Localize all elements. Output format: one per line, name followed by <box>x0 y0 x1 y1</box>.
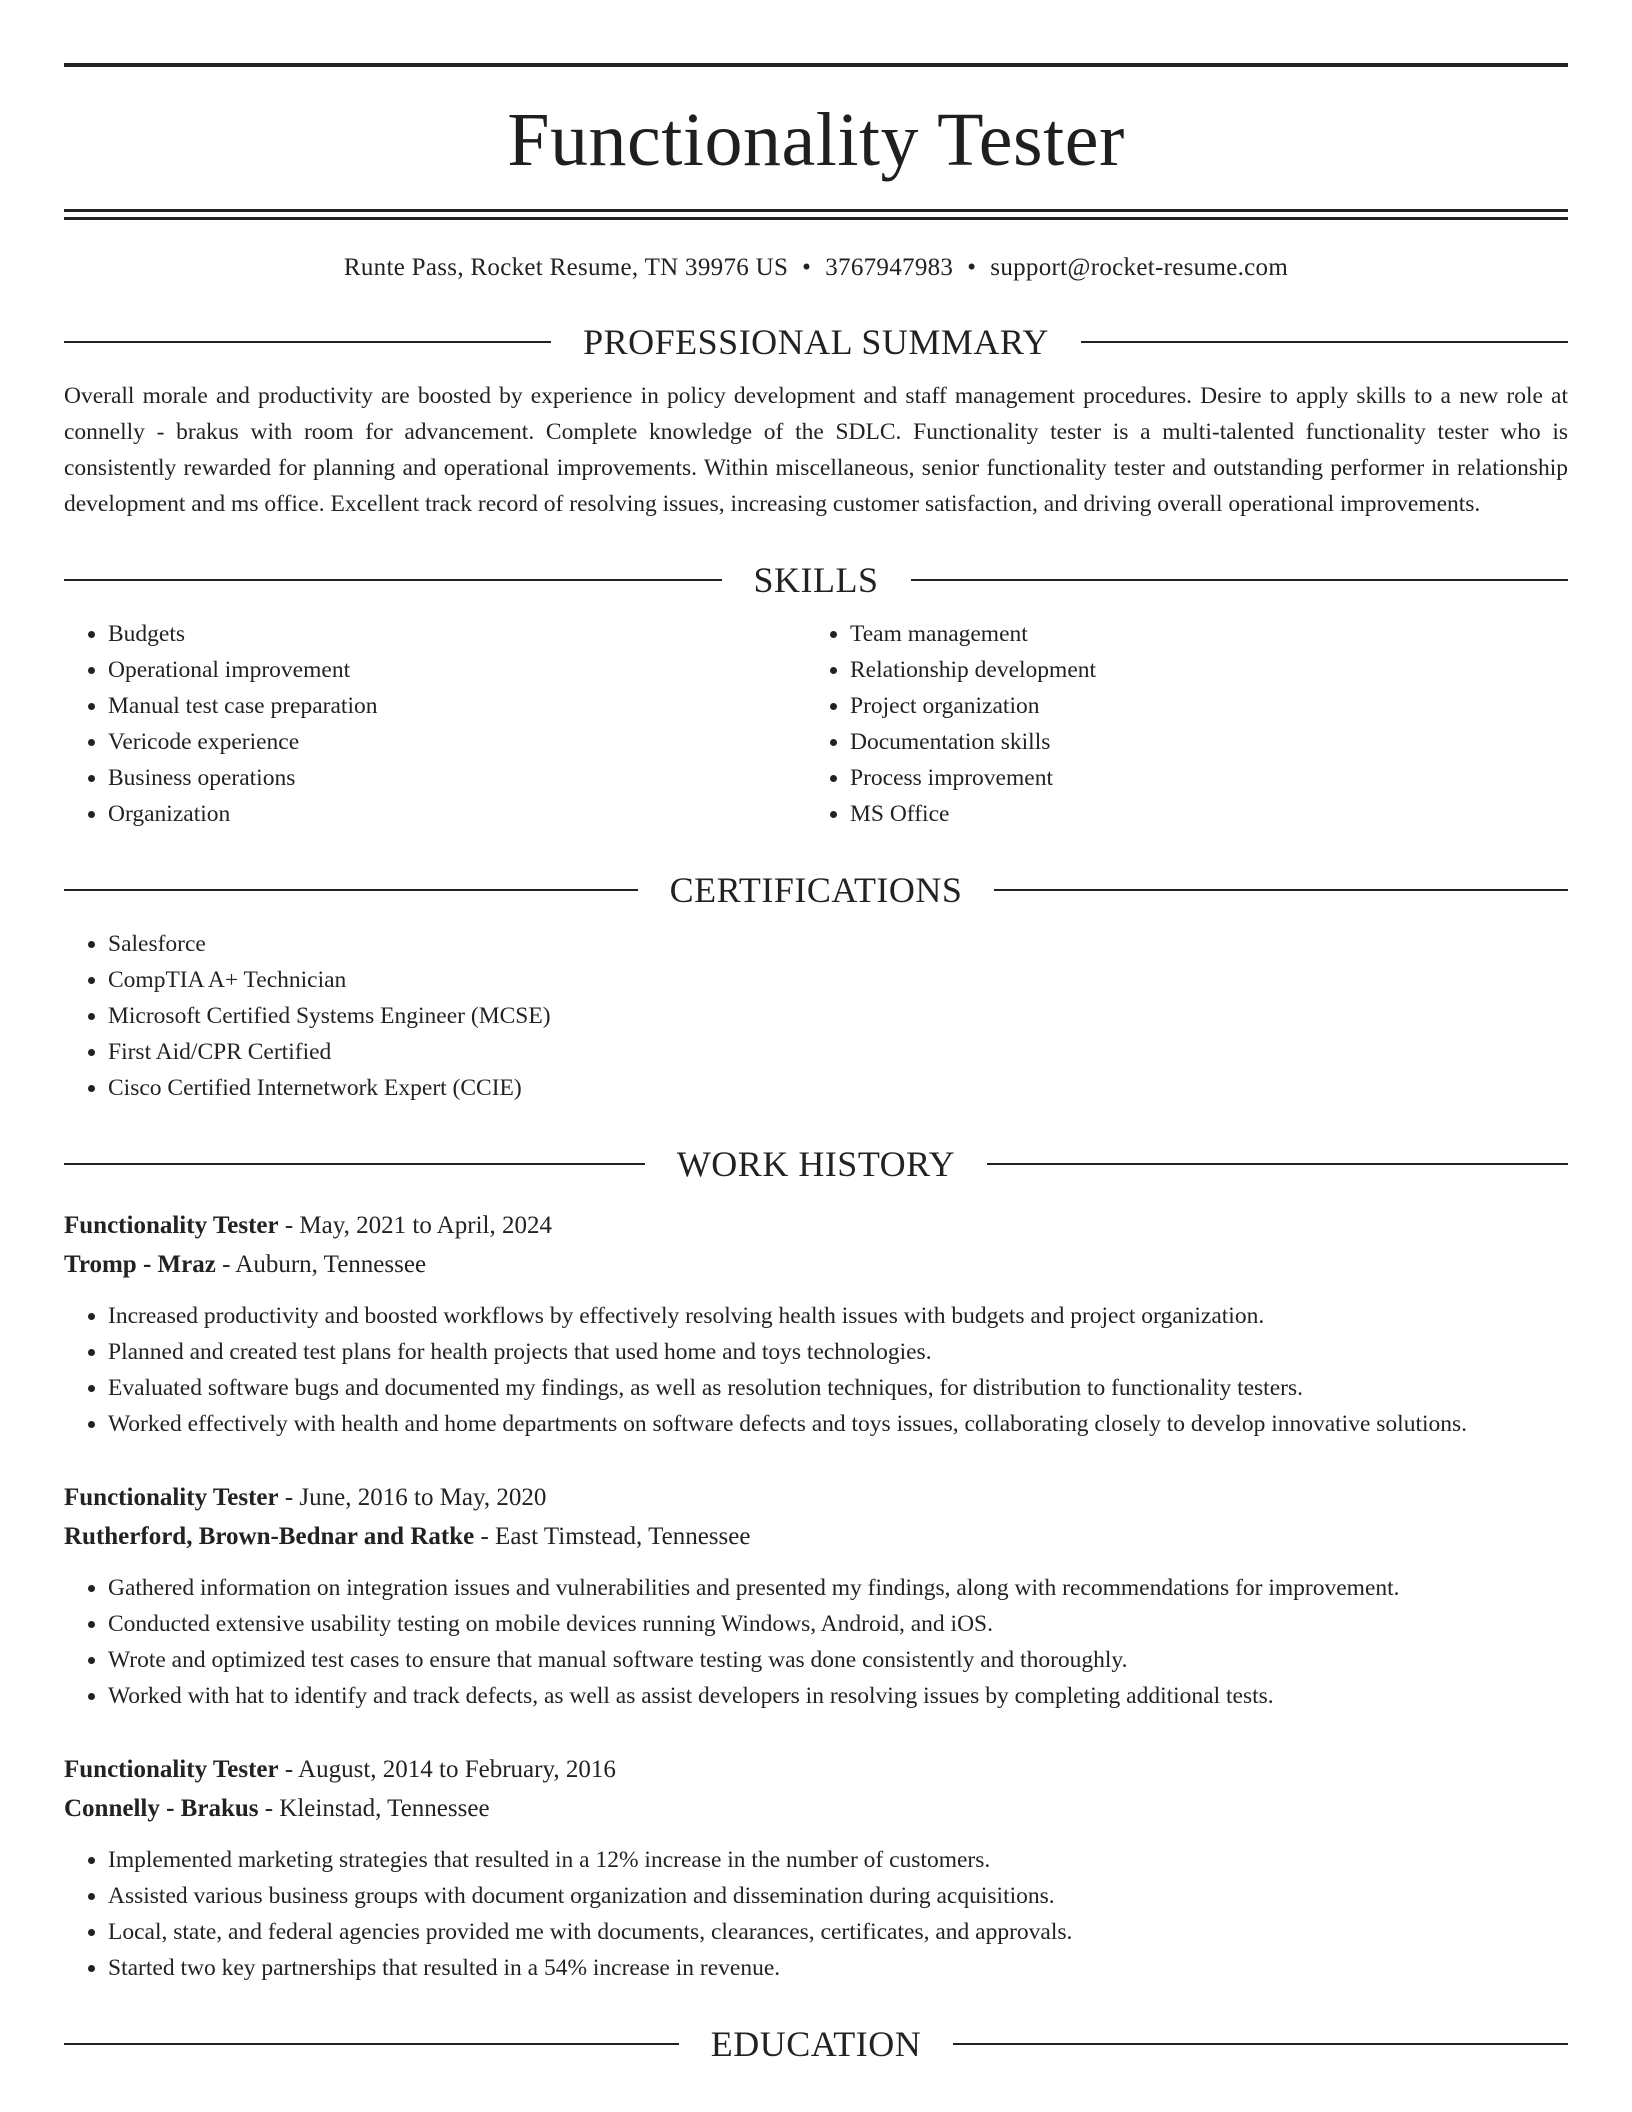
list-item: • Assisted various business groups with document organization and dissemination during acquisitions. <box>108 1878 1568 1914</box>
job-entry <box>64 1750 1568 1986</box>
job-company-line <box>64 1517 1568 1556</box>
section-rule-right <box>994 889 1568 891</box>
skills-list <box>64 616 806 832</box>
skills-column-right <box>806 616 1548 832</box>
list-item: • Salesforce <box>108 926 1568 962</box>
list-item: • Project organization <box>850 688 1548 724</box>
double-rule <box>64 209 1568 220</box>
section-rule-right <box>987 1163 1568 1165</box>
job-company: Tromp - Mraz <box>64 1251 216 1278</box>
skills-list <box>806 616 1548 832</box>
job-role: Functionality Tester <box>64 1756 279 1783</box>
job-entry <box>64 1206 1568 1442</box>
contact-separator: • <box>802 254 812 281</box>
section-header-education <box>64 2022 1568 2066</box>
list-item: • Gathered information on integration issues and vulnerabilities and presented my findings, along with recommendations for improvement. <box>108 1570 1568 1606</box>
skills-grid <box>64 616 1568 832</box>
list-item: • Implemented marketing strategies that resulted in a 12% increase in the number of customers. <box>108 1842 1568 1878</box>
job-bullets <box>64 1842 1568 1986</box>
list-item: • Started two key partnerships that resulted in a 54% increase in revenue. <box>108 1950 1568 1986</box>
list-item: • Increased productivity and boosted workflows by effectively resolving health issues with budgets and project organization. <box>108 1298 1568 1334</box>
list-item: • MS Office <box>850 796 1548 832</box>
list-item: • Team management <box>850 616 1548 652</box>
section-rule-left <box>64 579 722 581</box>
list-item: • Evaluated software bugs and documented my findings, as well as resolution techniques, for distribution to functionality testers. <box>108 1370 1568 1406</box>
list-item: • CompTIA A+ Technician <box>108 962 1568 998</box>
job-location: - East Timstead, Tennessee <box>474 1523 751 1550</box>
certifications-list <box>64 926 1568 1106</box>
list-item: • Cisco Certified Internetwork Expert (CCIE) <box>108 1070 1568 1106</box>
job-role: Functionality Tester <box>64 1212 279 1239</box>
job-dates: - August, 2014 to February, 2016 <box>278 1756 616 1783</box>
list-item: • Wrote and optimized test cases to ensure that manual software testing was done consistently and thoroughly. <box>108 1642 1568 1678</box>
job-role: Functionality Tester <box>64 1484 279 1511</box>
section-rule-left <box>64 1163 645 1165</box>
section-header-certifications <box>64 868 1568 912</box>
contact-line <box>64 252 1568 284</box>
list-item: • Relationship development <box>850 652 1548 688</box>
job-dates: - May, 2021 to April, 2024 <box>278 1212 552 1239</box>
list-item: • First Aid/CPR Certified <box>108 1034 1568 1070</box>
job-title-line <box>64 1206 1568 1245</box>
section-rule-left <box>64 341 551 343</box>
section-rule-right <box>911 579 1569 581</box>
job-company: Connelly - Brakus <box>64 1795 259 1822</box>
contact-separator: • <box>967 254 977 281</box>
list-item: • Microsoft Certified Systems Engineer (MCSE) <box>108 998 1568 1034</box>
list-item: • Manual test case preparation <box>108 688 806 724</box>
resume-name: Functionality Tester <box>507 98 1125 182</box>
summary-text: Overall morale and productivity are boosted by experience in policy development and staff management procedures. Desire to apply skills to a new role at connelly - brakus with room for advancement. Complete knowledge of the SDLC. Functionality tester is a multi-talented functionality tester who is consistently rewarded for planning and operational improvements. Within miscellaneous, senior functionality tester and outstanding performer in relationship development and ms office. Excellent track record of resolving issues, increasing customer satisfaction, and driving overall operational improvements. <box>64 383 1568 517</box>
resume-page <box>64 0 1568 2066</box>
job-title-line <box>64 1750 1568 1789</box>
section-title: EDUCATION <box>710 2024 922 2064</box>
list-item: • Process improvement <box>850 760 1548 796</box>
job-location: - Auburn, Tennessee <box>215 1251 427 1278</box>
job-company-line <box>64 1245 1568 1284</box>
list-item: • Local, state, and federal agencies provided me with documents, clearances, certificates, and approvals. <box>108 1914 1568 1950</box>
list-item: • Planned and created test plans for health projects that used home and toys technologies. <box>108 1334 1568 1370</box>
list-item: • Worked effectively with health and home departments on software defects and toys issues, collaborating closely to develop innovative solutions. <box>108 1406 1568 1442</box>
job-bullets <box>64 1298 1568 1442</box>
list-item: • Vericode experience <box>108 724 806 760</box>
skills-column-left <box>64 616 806 832</box>
job-bullets <box>64 1570 1568 1714</box>
list-item: • Worked with hat to identify and track defects, as well as assist developers in resolving issues by completing additional tests. <box>108 1678 1568 1714</box>
section-rule-left <box>64 2043 679 2045</box>
list-item: • Documentation skills <box>850 724 1548 760</box>
job-entry <box>64 1478 1568 1714</box>
section-rule-right <box>953 2043 1568 2045</box>
job-company-line <box>64 1789 1568 1828</box>
job-location: - Kleinstad, Tennessee <box>258 1795 490 1822</box>
contact-phone: 3767947983 <box>825 254 954 281</box>
list-item: • Operational improvement <box>108 652 806 688</box>
job-company: Rutherford, Brown-Bednar and Ratke <box>64 1523 475 1550</box>
section-header-skills <box>64 558 1568 602</box>
section-header-work-history <box>64 1142 1568 1186</box>
section-title: SKILLS <box>753 560 879 600</box>
section-title: PROFESSIONAL SUMMARY <box>583 322 1049 362</box>
section-header-summary <box>64 320 1568 364</box>
list-item: • Budgets <box>108 616 806 652</box>
job-title-line <box>64 1478 1568 1517</box>
contact-address: Runte Pass, Rocket Resume, TN 39976 US <box>343 254 789 281</box>
section-title: CERTIFICATIONS <box>669 870 963 910</box>
top-rule <box>64 63 1568 67</box>
section-title: WORK HISTORY <box>676 1144 956 1184</box>
section-rule-right <box>1081 341 1568 343</box>
list-item: • Conducted extensive usability testing on mobile devices running Windows, Android, and iOS. <box>108 1606 1568 1642</box>
list-item: • Business operations <box>108 760 806 796</box>
list-item: • Organization <box>108 796 806 832</box>
job-dates: - June, 2016 to May, 2020 <box>278 1484 547 1511</box>
section-rule-left <box>64 889 638 891</box>
contact-email: support@rocket-resume.com <box>990 254 1289 281</box>
